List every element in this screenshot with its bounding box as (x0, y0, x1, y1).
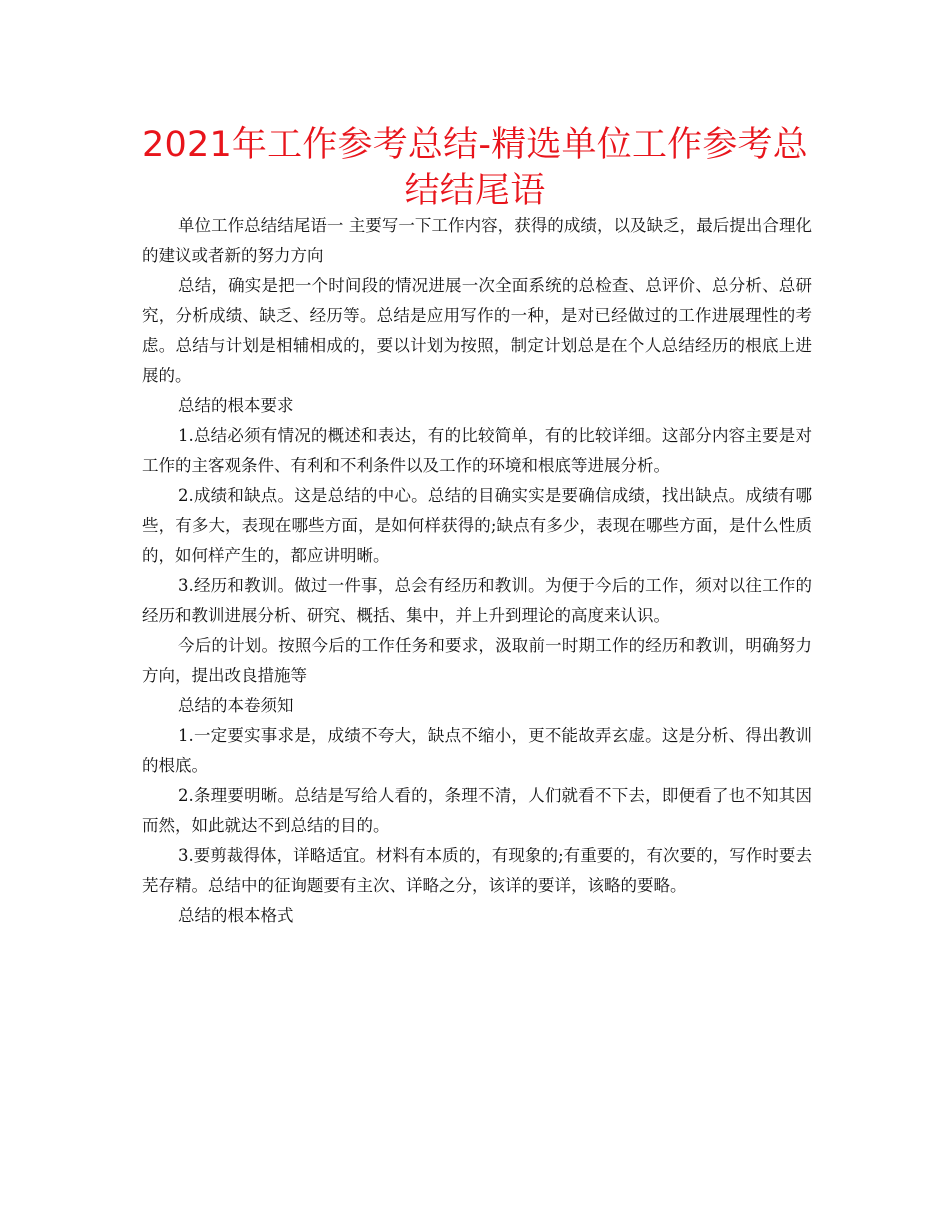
paragraph: 今后的计划。按照今后的工作任务和要求，汲取前一时期工作的经历和教训，明确努力方向，提出改良措施等 (142, 636, 812, 685)
document-body (142, 211, 812, 931)
paragraph: 3.经历和教训。做过一件事，总会有经历和教训。为便于今后的工作，须对以往工作的经历和教训进展分析、研究、概括、集中，并上升到理论的高度来认识。 (142, 576, 812, 625)
section-heading: 总结的根本要求 (178, 396, 294, 415)
paragraph: 3.要剪裁得体，详略适宜。材料有本质的，有现象的;有重要的，有次要的，写作时要去芜存精。总结中的征询题要有主次、详略之分，该详的要详，该略的要略。 (142, 846, 812, 895)
paragraph: 总结，确实是把一个时间段的情况进展一次全面系统的总检查、总评价、总分析、总研究，分析成绩、缺乏、经历等。总结是应用写作的一种，是对已经做过的工作进展理性的考虑。总结与计划是相辅相成的，要以计划为按照，制定计划总是在个人总结经历的根底上进展的。 (142, 276, 812, 385)
paragraph: 2.条理要明晰。总结是写给人看的，条理不清，人们就看不下去，即便看了也不知其因而然，如此就达不到总结的目的。 (142, 786, 812, 835)
paragraph: 1.总结必须有情况的概述和表达，有的比较简单，有的比较详细。这部分内容主要是对工作的主客观条件、有利和不利条件以及工作的环境和根底等进展分析。 (142, 426, 812, 475)
paragraph: 2.成绩和缺点。这是总结的中心。总结的目确实实是要确信成绩，找出缺点。成绩有哪些，有多大，表现在哪些方面，是如何样获得的;缺点有多少，表现在哪些方面，是什么性质的，如何样产生的，都应讲明晰。 (142, 486, 812, 565)
paragraph: 单位工作总结结尾语一 主要写一下工作内容，获得的成绩，以及缺乏，最后提出合理化的建议或者新的努力方向 (142, 216, 812, 265)
paragraph: 1.一定要实事求是，成绩不夸大，缺点不缩小，更不能故弄玄虚。这是分析、得出教训的根底。 (142, 726, 812, 775)
section-heading: 总结的根本格式 (178, 906, 294, 925)
section-heading: 总结的本卷须知 (178, 696, 294, 715)
document-title: 2021年工作参考总结-精选单位工作参考总结结尾语 (142, 125, 808, 211)
